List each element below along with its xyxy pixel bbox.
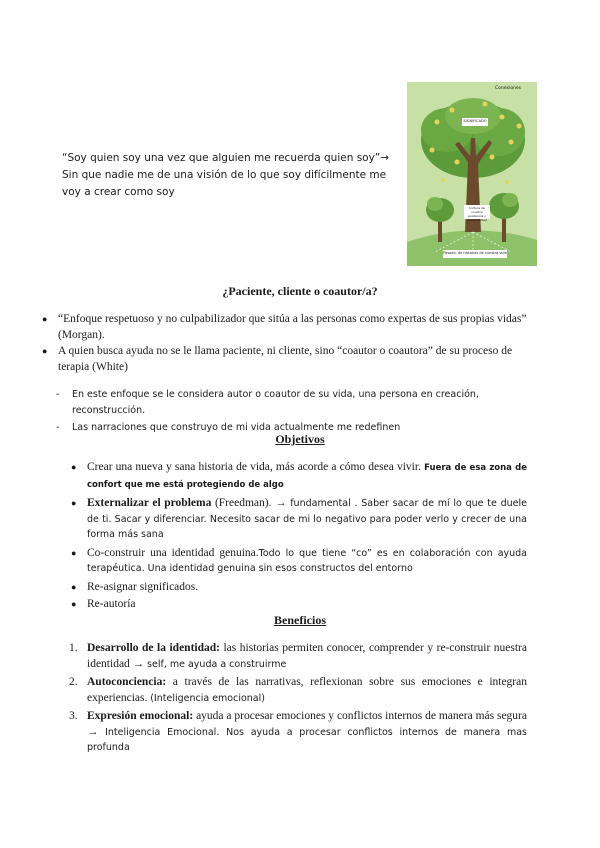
list-item: ● Re-asignar significados. <box>87 580 527 596</box>
list-item: 2. Autoconciencia: a través de las narrativas, reflexionan sobre sus emociones e integran experiencias. (Inteligencia emocional) <box>69 676 527 704</box>
list-item: ● Externalizar el problema (Freedman). → fundamental . Saber sacar de mí lo que te duele de ti. Sacar y diferenciar. Necesito sacar de mi lo negativo para poder verlo y crecer de una forma más sana <box>71 497 527 540</box>
section-heading-objetivos: Objetivos <box>275 432 325 446</box>
dash-icon: - <box>56 389 60 400</box>
list-item: ● Re-autoría <box>87 597 527 613</box>
bullet-icon: ● <box>71 547 77 558</box>
list-item: ● “Enfoque respetuoso y no culpabilizador que sitúa a las personas como expertas de sus propias vidas” (Morgan). <box>42 313 527 341</box>
section-heading-coautor: ¿Paciente, cliente o coautor/a? <box>222 284 378 298</box>
bullet-icon: ● <box>42 346 48 356</box>
list-item: 3. Expresión emocional: ayuda a procesar emociones y conflictos internos de manera más segura → Inteligencia Emocional. Nos ayuda a procesar conflictos internos de manera mas profunda <box>69 710 528 753</box>
benefits-list <box>69 641 528 756</box>
list-item: 1. Desarrollo de la identidad: las historias permiten conocer, comprender y re-construir nuestra identidad → self, me ayuda a construirme <box>69 642 527 670</box>
list-item: - En este enfoque se le considera autor o coautor de su vida, una persona en creación, reconstrucción. <box>56 389 479 416</box>
tree-illustration <box>407 82 537 266</box>
list-item: ● Co-construir una identidad genuina.Todo lo que tiene “co” es en colaboración con ayuda terapéutica. Una identidad genuina sin esos constructos del entorno <box>71 546 528 574</box>
objectives-list <box>71 460 528 613</box>
bullet-icon: ● <box>71 498 77 508</box>
figure-canopy-label: SIGNIFICADO <box>463 119 487 123</box>
list-item: ● Crear una nueva y sana historia de vida, más acorde a cómo desea vivir. Fuera de esa zona de confort que me está protegiendo de algo <box>71 461 527 490</box>
bullet-icon: ● <box>42 314 48 324</box>
section1-dashes <box>56 387 542 436</box>
dash-icon: - <box>56 422 60 433</box>
opening-quote: “Soy quien soy una vez que alguien me recuerda quien soy”→ Sin que nadie me de una visión de lo que soy difícilmente me voy a crear como soy <box>62 152 390 198</box>
bullet-icon: ● <box>71 462 77 472</box>
bullet-icon: ● <box>71 599 77 609</box>
tree-of-life-figure <box>407 82 537 266</box>
list-item: ● A quien busca ayuda no se le llama paciente, ni cliente, sino “coautor o coautora” de su proceso de terapia (White) <box>42 345 513 373</box>
figure-top-label: Conexiones <box>495 86 522 91</box>
figure-ground-label: Pasado, de historias de nuestra vida <box>443 251 507 255</box>
section-heading-beneficios: Beneficios <box>274 613 326 627</box>
figure-trunk-label: Cultura de nuestra existencia y personalidad <box>467 206 487 222</box>
bullet-icon: ● <box>71 581 77 592</box>
list-item: - Las narraciones que construyo de mi vida actualmente me redefinen <box>72 420 542 436</box>
section1-bullets <box>42 312 528 375</box>
